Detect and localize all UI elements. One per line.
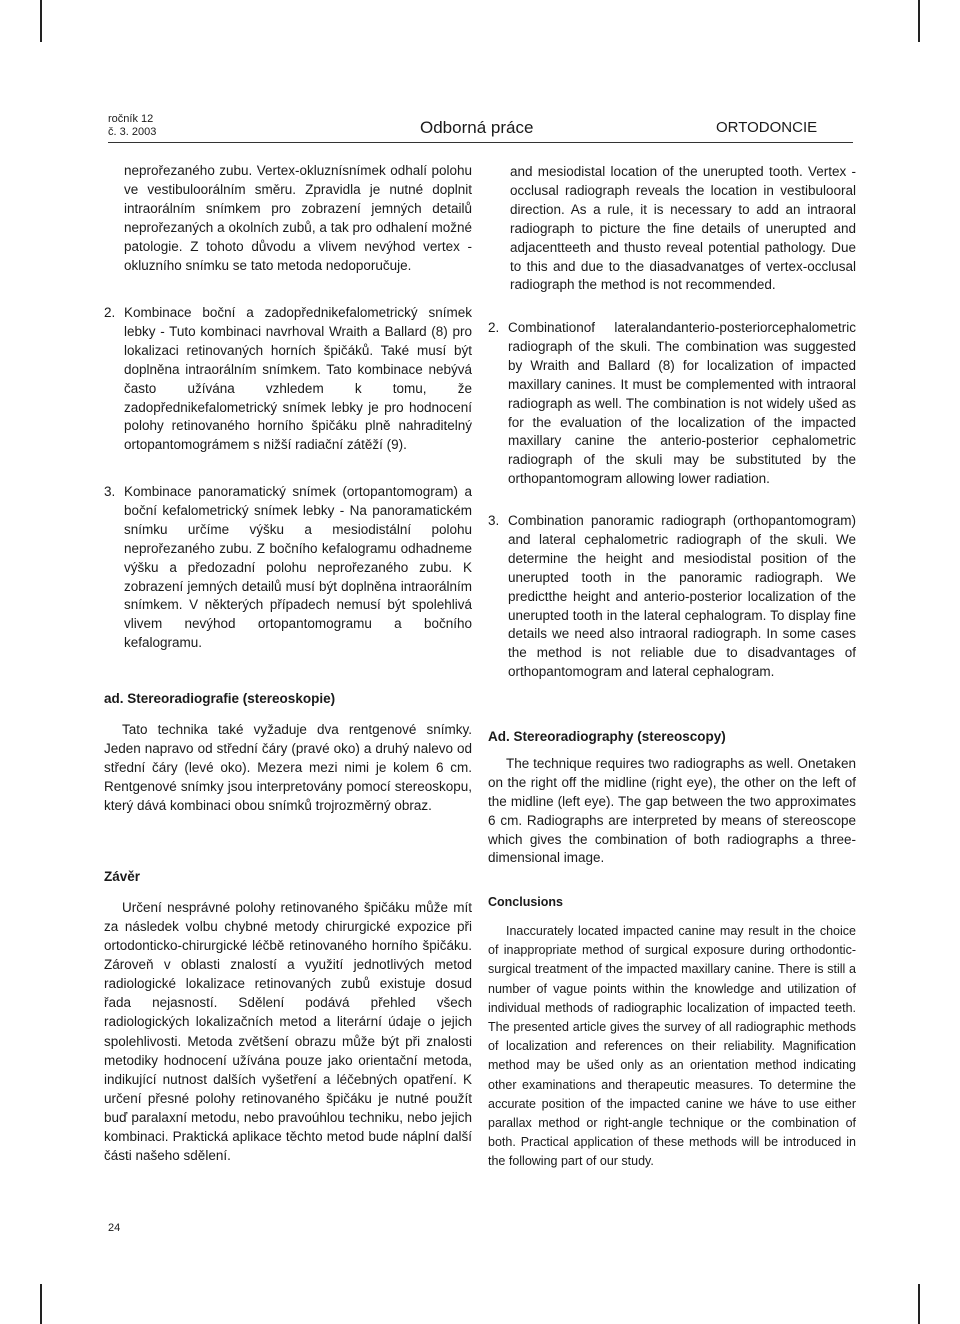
cz-intro-paragraph: neprořezaného zubu. Vertex-okluznísnímek odhalí polohu ve vestibuloorálním směru. Zpravidla je nutné doplnit intraorálním snímkem pro zobrazení jemných detailů neprořezaných a okolních zubů, a tak pro odhalení možné patologie. Z tohoto důvodu a vlivem nevýhod vertex - okluzního snímku se tato metoda nedoporučuje. (124, 163, 472, 273)
page-number: 24 (108, 1222, 121, 1234)
cz-conclusion-body: Určení nesprávné polohy retinovaného špičáku může mít za následek volbu chybné metody chirurgické expozice při ortodonticko-chirurgické léčbě retinovaného horního špičáku. Zároveň v oblasti znalostí a využití jednotlivých metod radiologické lokalizace retinovaných zubů existuje dosud řada nejasností. Sdělení podává přehled všech radiologických lokalizačních metod a literární údaje o jejich spolehlivosti. Metoda zvětšení obrazu může být při znalosti metodiky hodnocení užívána pouze jako orientační metoda, indikující nutnost dalších vyšetření a léčebných opatření. K určení přesné polohy retinovaného špičáku je nutné použít buď paralaxní metodu, nebo pravoúhlou techniku, nebo jejich kombinaci. Praktická aplikace těchto metod bude náplní další části našeho sdělení. (104, 899, 472, 1164)
crop-mark-bottom-right (918, 1284, 920, 1324)
czech-item-2 (104, 304, 472, 455)
czech-conclusion-section (104, 868, 472, 1165)
english-item-3 (488, 512, 856, 682)
en-item3-number: 3. (488, 513, 500, 528)
cz-stereo-heading: ad. Stereoradiografie (stereoskopie) (104, 691, 336, 706)
journal-category: ORTODONCIE (716, 119, 818, 136)
cz-item2-number: 2. (104, 305, 116, 320)
en-conclusion-body: Inaccurately located impacted canine may result in the choice of inappropriate method of surgical exposure during orthodontic-surgical treatment of the impacted maxillary canine. There is still a number of vague points within the knowledge and utilization of individual methods of radiographic localization of impacted teeth. The presented article gives the survey of all radiographic methods of localization and references on their reliability. Magnification method may be ušed only as an orientation method indicating other examinations and therapeutic measures. To determine the accurate position of the impacted canine we háve to use either parallax method or right-angle technique or the combination of both. Practical application of these methods will be introduced in the following part of our study. (488, 923, 856, 1169)
crop-mark-top-left (40, 0, 42, 42)
english-conclusion-section (488, 893, 856, 1172)
journal-section-title: Odborná práce (420, 118, 534, 137)
czech-item-3 (104, 483, 472, 653)
english-stereo-section (488, 728, 856, 868)
en-intro-paragraph: and mesiodistal location of the unerupted tooth. Vertex - occlusal radiograph reveals the location in vestibulooral direction. As a rule, it is necessary to add an intraoral radiograph to picture the fine details of unerupted and adjacentteeth and thusto reveal potential pathology. Due to this and due to the diasadvanatges of vertex-occlusal radiograph the method is not recommended. (510, 164, 856, 293)
crop-mark-bottom-left (40, 1284, 42, 1324)
cz-conclusion-heading: Závěr (104, 869, 141, 884)
czech-column (124, 162, 472, 275)
english-column (510, 163, 856, 295)
english-item-2 (488, 319, 856, 489)
issue-label: č. 3. 2003 (108, 126, 157, 138)
czech-stereo-section (104, 690, 472, 815)
crop-mark-top-right (918, 0, 920, 42)
cz-item3-number: 3. (104, 484, 116, 499)
en-item2-number: 2. (488, 320, 500, 335)
cz-stereo-body: Tato technika také vyžaduje dva rentgenové snímky. Jeden napravo od střední čáry (pravé oko) a druhý nalevo od střední čáry (levé oko). Mezera mezi nimi je kolem 6 cm. Rentgenové snímky jsou interpretovány pomocí stereoskopu, který dává kombinaci obou snímků trojrozměrný obraz. (104, 721, 472, 813)
header-rule (108, 142, 853, 143)
en-stereo-body: The technique requires two radiographs as well. Onetaken on the right off the midline (right eye), the other on the left of the midline (left eye). The gap between the two approximates 6 cm. Radiographs are interpreted by means of stereoscope which gives the combination of both radiographs a three-dimensional image. (488, 755, 856, 866)
cz-item2-text: Kombinace boční a zadopřednikefalometrický snímek lebky - Tuto kombinaci navrhoval Wraith a Ballard (8) pro lokalizaci retinovaných horních špičáků. Také musí být doplněna intraorálním snímkem. Tato kombinace nebývá často užívána vzhledem k tomu, že zadopřednikefalometrický snímek lebky je pro hodnocení polohy retinovaného horního špičáku plně nahraditelný ortopantomográmem s nižší radiační zátěží (9). (124, 305, 472, 453)
en-conclusion-heading: Conclusions (488, 895, 564, 909)
cz-item3-text: Kombinace panoramatický snímek (ortopantomogram) a boční kefalometrický snímek lebky - Na panoramatickém snímku určíme výšku a mesiodistální polohu neprořezaného zubu. Z bočního kefalogramu odhadneme výšku a předozadní polohu neprořezaného zubu. K zobrazení jemných detailů musí být doplněna intraorálním snímkem. V některých případech nemusí být spolehlivá vlivem nevýhod ortopantomogramu a bočního kefalogramu. (124, 484, 472, 651)
volume-label: ročník 12 (108, 113, 154, 125)
en-item2-text: Combinationof lateralandanterio-posteriorcephalometric radiograph of the skuli. The combination was suggested by Wraith and Ballard (8) for localization of impacted maxillary canines. It must be complemented with intraoral radiograph as well. The combination is not widely ušed as for the evaluation of the localization of the impacted maxillary canine the anterio-posterior cephalometric radiograph of the skuli may be substituted by the orthopantomogram allowing lower radiation. (508, 320, 856, 487)
en-stereo-heading: Ad. Stereoradiography (stereoscopy) (488, 729, 726, 744)
en-item3-text: Combination panoramic radiograph (orthopantomogram) and lateral cephalometric radiograph of the skuli. We determine the height and mesiodistal position of the unerupted tooth in the panoramic radiograph. We predictthe height and anterio-posterior localization of the unerupted tooth in the lateral cephalogram. To display fine details we need also intraoral radiograph. In some cases the method is not reliable due to disadvantages of orthopantomogram and lateral cephalogram. (508, 513, 856, 680)
